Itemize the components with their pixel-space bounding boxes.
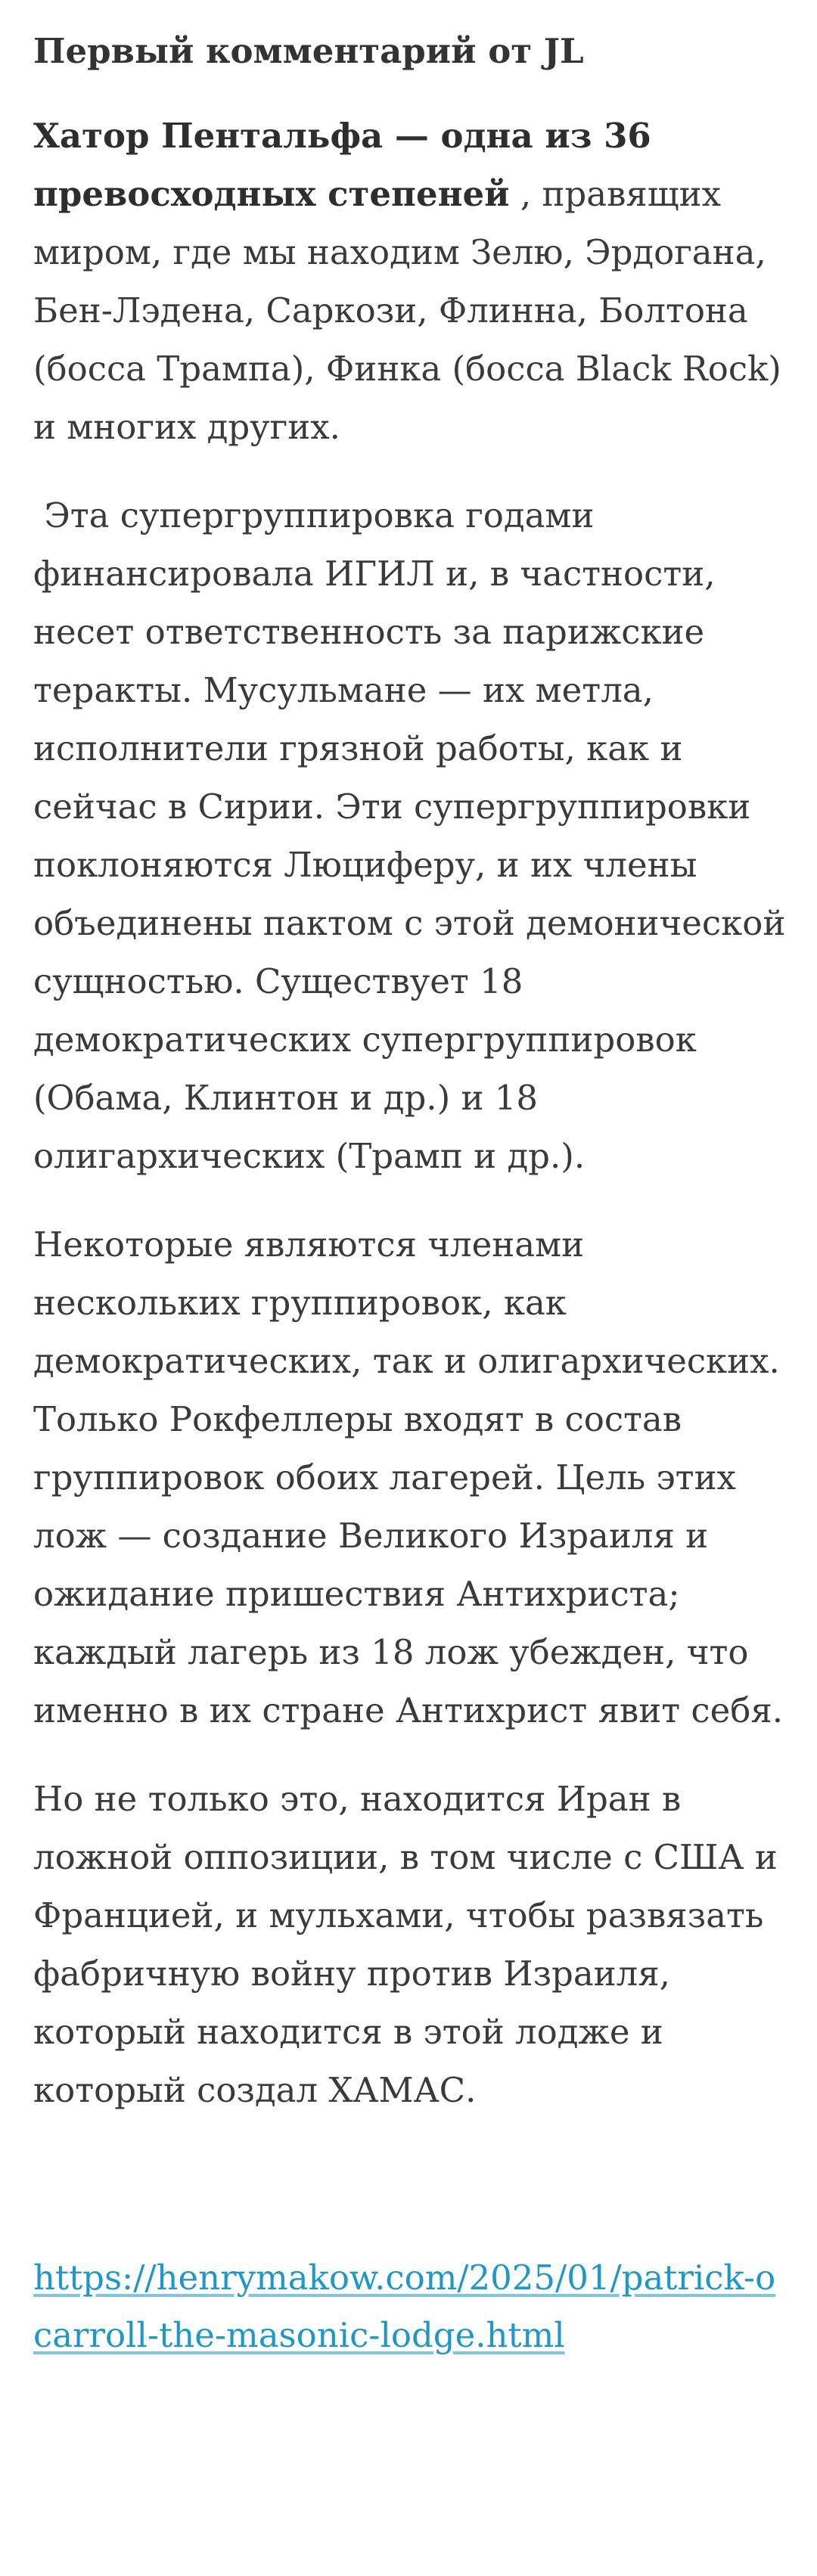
paragraph-1-bold: Хатор Пентальфа — одна из 36 превосходных степеней [33,116,651,214]
paragraph-2: Эта супергруппировка годами финансировала ИГИЛ и, в частности, несет ответственность за парижские теракты. Мусульмане — их метла, исполнители грязной работы, как и сейчас в Сирии. Эти супергруппировки поклоняются Люциферу, и их члены объединены пактом с этой демонической сущностью. Существует 18 демократических супергруппировок (Обама, Клинтон и др.) и 18 олигархических (Трамп и др.). [33,495,797,1176]
paragraph-1 [33,107,790,456]
paragraph-4: Но не только это, находится Иран в ложной оппозиции, в том числе с США и Францией, и мульхами, чтобы развязать фабричную войну против Израиля, который находится в этой лодже и который создал ХАМАС. [33,1779,778,2110]
spacer [33,2149,790,2249]
comment-article [33,23,797,2364]
comment-heading: Первый комментарий от JL [33,31,584,71]
source-link[interactable]: https://henrymakow.com/2025/01/patrick-ocarroll-the-masonic-lodge.html [33,2258,776,2355]
paragraph-1-text: , правящих миром, где мы находим Зелю, Эрдогана, Бен-Лэдена, Саркози, Флинна, Болтона (босса Трампа), Финка (босса Black Rock) и многих других. [33,174,781,447]
paragraph-3: Некоторые являются членами нескольких группировок, как демократических, так и олигархических. Только Рокфеллеры входят в состав группировок обоих лагерей. Цель этих лож — создание Великого Израиля и ожидание пришествия Антихриста; каждый лагерь из 18 лож убежден, что именно в их стране Антихрист явит себя. [33,1224,784,1730]
